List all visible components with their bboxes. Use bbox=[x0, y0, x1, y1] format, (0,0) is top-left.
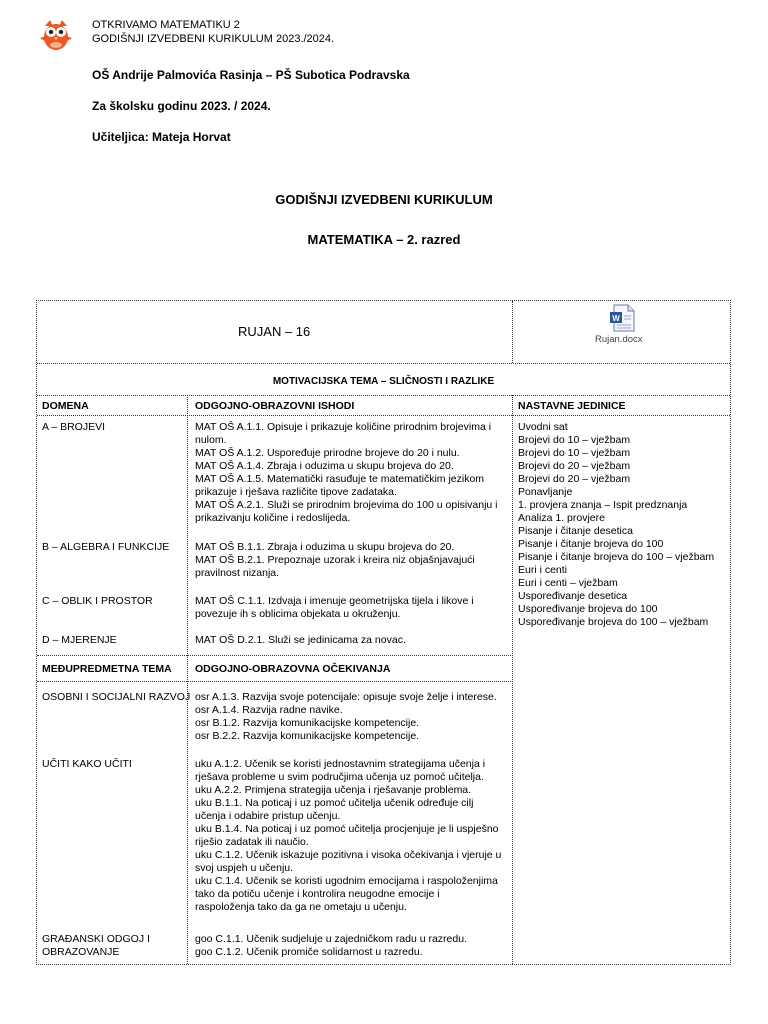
unit-item: Brojevi do 10 – vježbam bbox=[518, 447, 631, 459]
school-year: Za školsku godinu 2023. / 2024. bbox=[92, 99, 271, 113]
expectation-line: rješava probleme u svim područjima učenja uz pomoć učitelja. bbox=[195, 771, 484, 783]
cross-topic-name-line: GRAĐANSKI ODGOJ I bbox=[42, 933, 150, 945]
cross-topic-expectations bbox=[195, 691, 497, 743]
expectation-line: uku B.1.4. Na poticaj i uz pomoć učitelja procjenjuje je li uspješno bbox=[195, 823, 499, 835]
col-expect-header: ODGOJNO-OBRAZOVNA OČEKIVANJA bbox=[195, 663, 391, 675]
table-divider bbox=[37, 395, 730, 396]
unit-item: Uvodni sat bbox=[518, 421, 568, 433]
cross-topic-name bbox=[42, 758, 132, 771]
units-list bbox=[518, 421, 714, 629]
expectation-line: osr A.1.4. Razvija radne navike. bbox=[195, 704, 343, 716]
cross-topic-name-line: OBRAZOVANJE bbox=[42, 946, 120, 958]
table-divider bbox=[187, 395, 188, 964]
outcome-line: prikazivanju količine i redoslijeda. bbox=[195, 512, 351, 524]
expectation-line: osr B.2.2. Razvija komunikacijske kompetencije. bbox=[195, 730, 420, 742]
outcome-line: MAT OŠ A.1.4. Zbraja i oduzima u skupu brojeva do 20. bbox=[195, 460, 454, 472]
header-line-1: OTKRIVAMO MATEMATIKU 2 bbox=[92, 19, 240, 31]
expectation-line: uku C.1.4. Učenik se koristi ugodnim emocijama i raspoloženjima bbox=[195, 875, 498, 887]
unit-item: Uspoređivanje brojeva do 100 bbox=[518, 603, 658, 615]
col-cross-header: MEĐUPREDMETNA TEMA bbox=[42, 663, 172, 675]
expectation-line: tako da potiču učenje i kontrolira neugodne emocije i bbox=[195, 888, 440, 900]
outcome-line: MAT OŠ B.2.1. Prepoznaje uzorak i kreira niz objašnjavajući bbox=[195, 554, 475, 566]
expectation-line: uku A.2.2. Primjena strategija učenja i rješavanje problema. bbox=[195, 784, 472, 796]
table-divider bbox=[512, 395, 513, 964]
expectation-line: raspoloženja tako da ga ne ometaju u učenju. bbox=[195, 901, 407, 913]
outcome-line: povezuje ih s oblicima objekata u okruženju. bbox=[195, 608, 401, 620]
unit-item: Brojevi do 20 – vježbam bbox=[518, 460, 631, 472]
unit-item: Pisanje i čitanje desetica bbox=[518, 525, 633, 537]
unit-item: Euri i centi bbox=[518, 564, 568, 576]
cross-topic-name-line: OSOBNI I SOCIJALNI RAZVOJ bbox=[42, 691, 191, 703]
domain-name: A – BROJEVI bbox=[42, 421, 106, 433]
month-label: RUJAN – 16 bbox=[238, 324, 311, 339]
cross-topic-expectations bbox=[195, 758, 501, 914]
table-divider bbox=[37, 363, 730, 364]
table-divider bbox=[37, 655, 511, 656]
domain-outcomes bbox=[195, 595, 474, 621]
unit-item: Uspoređivanje desetica bbox=[518, 590, 628, 602]
table-divider bbox=[512, 301, 513, 363]
outcome-line: MAT OŠ D.2.1. Služi se jedinicama za novac. bbox=[195, 634, 406, 646]
main-title: GODIŠNJI IZVEDBENI KURIKULUM bbox=[275, 192, 493, 207]
curriculum-table bbox=[36, 300, 731, 965]
word-document-icon bbox=[608, 303, 638, 333]
expectation-line: osr B.1.2. Razvija komunikacijske kompetencije. bbox=[195, 717, 420, 729]
unit-item: Uspoređivanje brojeva do 100 – vježbam bbox=[518, 616, 709, 628]
domain-name: B – ALGEBRA I FUNKCIJE bbox=[42, 541, 170, 553]
expectation-line: svoj uspjeh u učenju. bbox=[195, 862, 294, 874]
col-domain-header: DOMENA bbox=[42, 400, 89, 412]
domain-outcomes bbox=[195, 634, 406, 647]
document-header bbox=[92, 18, 334, 46]
attachment-filename: Rujan.docx bbox=[595, 334, 643, 345]
expectation-line: uku B.1.1. Na poticaj i uz pomoć učitelja učenik određuje cilj bbox=[195, 797, 474, 809]
domain-name: D – MJERENJE bbox=[42, 634, 117, 646]
unit-item: Brojevi do 20 – vježbam bbox=[518, 473, 631, 485]
expectation-line: osr A.1.3. Razvija svoje potencijale: opisuje svoje želje i interese. bbox=[195, 691, 497, 703]
outcome-line: MAT OŠ A.1.2. Uspoređuje prirodne brojeve do 20 i nulu. bbox=[195, 447, 460, 459]
unit-item: Brojevi do 10 – vježbam bbox=[518, 434, 631, 446]
table-divider bbox=[37, 681, 511, 682]
outcome-line: prikazuje i rješava različite tipove zadataka. bbox=[195, 486, 397, 498]
unit-item: Euri i centi – vježbam bbox=[518, 577, 618, 589]
outcome-line: MAT OŠ C.1.1. Izdvaja i imenuje geometrijska tijela i likove i bbox=[195, 595, 474, 607]
col-outcomes-header: ODGOJNO-OBRAZOVNI ISHODI bbox=[195, 400, 355, 412]
domain-outcomes bbox=[195, 541, 475, 580]
cross-topic-name bbox=[42, 933, 150, 959]
expectation-line: uku A.1.2. Učenik se koristi jednostavnim strategijama učenja i bbox=[195, 758, 486, 770]
teacher-name: Učiteljica: Mateja Horvat bbox=[92, 130, 231, 144]
header-line-2: GODIŠNJI IZVEDBENI KURIKULUM 2023./2024. bbox=[92, 33, 335, 45]
outcome-line: nulom. bbox=[195, 434, 227, 446]
unit-item: 1. provjera znanja – Ispit predznanja bbox=[518, 499, 688, 511]
unit-item: Pisanje i čitanje brojeva do 100 – vježbam bbox=[518, 551, 715, 563]
svg-text:W: W bbox=[612, 314, 620, 323]
owl-logo-icon bbox=[36, 16, 76, 52]
col-units-header: NASTAVNE JEDINICE bbox=[518, 400, 626, 412]
cross-topic-name-line: UČITI KAKO UČITI bbox=[42, 758, 132, 770]
cross-topic-expectations bbox=[195, 933, 467, 959]
domain-outcomes bbox=[195, 421, 498, 525]
outcome-line: MAT OŠ A.2.1. Služi se prirodnim brojevima do 100 u opisivanju i bbox=[195, 499, 498, 511]
subject-title: MATEMATIKA – 2. razred bbox=[307, 232, 461, 247]
expectation-line: goo C.1.1. Učenik sudjeluje u zajedničkom radu u razredu. bbox=[195, 933, 467, 945]
expectation-line: goo C.1.2. Učenik promiče solidarnost u razredu. bbox=[195, 946, 423, 958]
outcome-line: MAT OŠ A.1.1. Opisuje i prikazuje količine prirodnim brojevima i bbox=[195, 421, 492, 433]
attachment-file[interactable] bbox=[592, 301, 672, 349]
domain-name: C – OBLIK I PROSTOR bbox=[42, 595, 153, 607]
unit-item: Analiza 1. provjere bbox=[518, 512, 605, 524]
table-divider bbox=[37, 415, 730, 416]
school-name: OŠ Andrije Palmovića Rasinja – PŠ Subotica Podravska bbox=[92, 68, 410, 82]
expectation-line: učenja i odabire pristup učenju. bbox=[195, 810, 341, 822]
expectation-line: riješio zadatak ili naučio. bbox=[195, 836, 309, 848]
cross-topic-name bbox=[42, 691, 190, 704]
unit-item: Pisanje i čitanje brojeva do 100 bbox=[518, 538, 664, 550]
outcome-line: pravilnost nizanja. bbox=[195, 567, 280, 579]
outcome-line: MAT OŠ A.1.5. Matematički rasuđuje te matematičkim jezikom bbox=[195, 473, 485, 485]
outcome-line: MAT OŠ B.1.1. Zbraja i oduzima u skupu brojeva do 20. bbox=[195, 541, 455, 553]
motivation-theme: MOTIVACIJSKA TEMA – SLIČNOSTI I RAZLIKE bbox=[272, 376, 495, 387]
expectation-line: uku C.1.2. Učenik iskazuje pozitivna i visoka očekivanja i vjeruje u bbox=[195, 849, 502, 861]
unit-item: Ponavljanje bbox=[518, 486, 573, 498]
